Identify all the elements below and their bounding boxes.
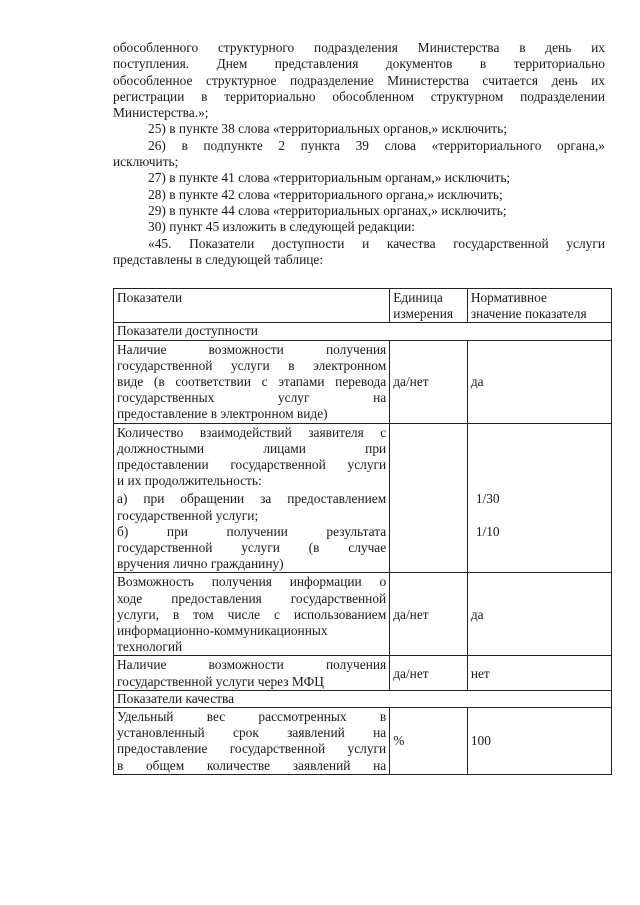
item-25: 25) в пункте 38 слова «территориальных органов,» исключить; (148, 121, 507, 137)
indicator-cell: Наличие возможности получения государственной услуги через МФЦ (114, 656, 390, 690)
table-row (114, 340, 612, 423)
indicator-cell: Возможность получения информации о ходе предоставления государственной услуги, в том числе с использованием информационно-коммуникационных технологий (114, 573, 390, 656)
header-norm-value: Нормативное значение показателя (467, 289, 611, 323)
value-cell: да (467, 340, 611, 423)
paragraph-line: обособленного структурного подразделения Министерства в день их (113, 40, 605, 55)
item-26: 26) в подпункте 2 пункта 39 слова «территориального органа,» (148, 137, 605, 153)
item-45-heading: «45. Показатели доступности и качества государственной услуги (148, 235, 605, 251)
value-cell: да (467, 573, 611, 656)
unit-cell: % (390, 708, 468, 775)
section-row-availability (114, 323, 612, 340)
section-quality: Показатели качества (114, 690, 612, 707)
table-row (114, 573, 612, 656)
item-29: 29) в пункте 44 слова «территориальных органах,» исключить; (148, 202, 507, 218)
header-indicators: Показатели (114, 289, 390, 323)
unit-cell (390, 423, 468, 573)
section-availability: Показатели доступности (114, 323, 612, 340)
item-27: 27) в пункте 41 слова «территориальным органам,» исключить; (148, 170, 511, 186)
section-row-quality (114, 690, 612, 707)
indicator-cell: Наличие возможности получения государственной услуги в электронном виде (в соответствии с этапами перевода государственных услуг на предоставление в электронном виде) (114, 340, 390, 423)
table-header-row (114, 289, 612, 323)
table-row (114, 708, 612, 775)
table-row (114, 656, 612, 690)
document-text (113, 40, 605, 268)
value-cell (467, 423, 611, 573)
value-cell: 100 (467, 708, 611, 775)
paragraph-line: Министерства.»; (113, 105, 209, 121)
unit-cell: да/нет (390, 340, 468, 423)
value-cell: нет (467, 656, 611, 690)
table-row (114, 423, 612, 573)
paragraph-line: обособленное структурное подразделение Министерства считается день их (113, 72, 605, 88)
indicators-table (113, 288, 612, 775)
value-b: 1/10 (475, 523, 500, 539)
item-45-continuation: представлены в следующей таблице: (113, 251, 324, 267)
item-26-continuation: исключить; (113, 154, 179, 170)
paragraph-line: регистрации в территориально обособленном структурном подразделении (113, 88, 605, 104)
item-28: 28) в пункте 42 слова «территориального органа,» исключить; (148, 186, 503, 202)
paragraph-line: поступления. Днем представления документов в территориально (113, 56, 605, 72)
indicator-cell: Количество взаимодействий заявителя с должностными лицами при предоставлении государственной услуги и их продолжительность: а) при обращении за предоставлением государственной услуги; б) при получении результата государственной услуги (в случае вручения лично гражданину) (114, 423, 390, 573)
unit-cell: да/нет (390, 573, 468, 656)
header-unit: Единица измерения (390, 289, 468, 323)
indicator-cell: Удельный вес рассмотренных в установленный срок заявлений на предоставление государственной услуги в общем количестве заявлений на (114, 708, 390, 775)
value-a: 1/30 (475, 490, 500, 506)
unit-cell: да/нет (390, 656, 468, 690)
item-30: 30) пункт 45 изложить в следующей редакции: (148, 219, 416, 235)
